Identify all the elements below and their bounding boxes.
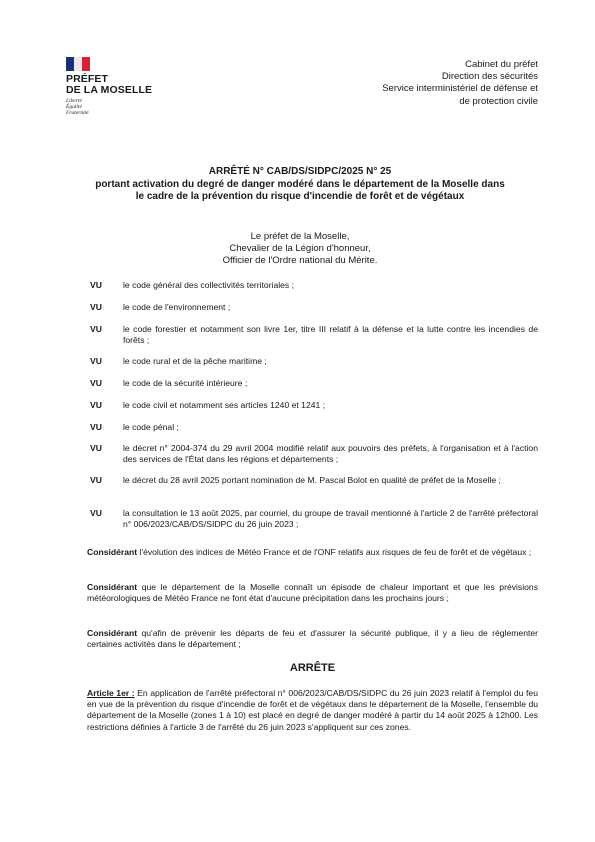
header-line-direction: Direction des sécurités — [441, 71, 538, 83]
considerant-paragraph — [87, 582, 538, 604]
issuing-service-header — [382, 59, 538, 108]
arrete-heading: ARRÊTE — [289, 662, 336, 674]
vu-label: VU — [90, 280, 102, 290]
vu-label: VU — [90, 475, 102, 485]
motto-fraternite: Fraternité — [66, 110, 89, 117]
marianne-flag-icon — [66, 57, 92, 71]
header-line-cabinet: Cabinet du préfet — [465, 59, 538, 70]
decree-number: ARRÊTÉ N° CAB/DS/SIDPC/2025 N° 25 — [208, 166, 392, 177]
vu-label: VU — [90, 508, 102, 518]
vu-clause: le code pénal ; — [123, 422, 179, 432]
vu-clause: le code forestier et notamment son livre 1er, titre III relatif à la défense et la lutte contre les incendies de forêts ; — [123, 324, 538, 346]
vu-label: VU — [90, 443, 102, 453]
logo-line-prefet: PRÉFET — [66, 73, 109, 85]
motto-liberte: Liberté — [66, 98, 82, 104]
article-1 — [87, 688, 538, 733]
prefect-name: Le préfet de la Moselle, — [250, 231, 350, 242]
vu-label: VU — [90, 356, 102, 366]
vu-clause: le code rural et de la pêche maritime ; — [123, 356, 267, 366]
considerant-text: que le département de la Moselle connaît un épisode de chaleur important et que les prévisions météorologiques de Météo France ne font état d'aucune précipitation dans les prochains jours ; — [87, 582, 538, 604]
article-1-label: Article 1er : — [87, 688, 135, 698]
vu-clause: le code de la sécurité intérieure ; — [123, 378, 248, 388]
vu-clause: le code de l'environnement ; — [123, 302, 231, 312]
prefect-block — [90, 231, 510, 266]
vu-clause: le code général des collectivités territoriales ; — [123, 280, 295, 290]
considerant-text: l'évolution des indices de Météo France et de l'ONF relatifs aux risques de feu de forêt et de végétaux ; — [139, 547, 532, 557]
republic-motto — [66, 98, 166, 117]
considerant-paragraph — [87, 547, 538, 558]
decree-subtitle: portant activation du degré de danger modéré dans le département de la Moselle dans le cadre de la prévention du risque d'incendie de forêt et de végétaux — [95, 178, 505, 202]
logo-line-moselle: DE LA MOSELLE — [66, 84, 153, 96]
prefect-title-merite: Officier de l'Ordre national du Mérite. — [222, 254, 378, 266]
considerant-text: qu'afin de prévenir les départs de feu et d'assurer la sécurité publique, il y a lieu de réglementer certaines activités dans le département ; — [87, 628, 538, 650]
vu-clause: le décret n° 2004-374 du 29 avril 2004 modifié relatif aux pouvoirs des préfets, à l'organisation et à l'action des services de l'État dans les régions et départements ; — [123, 443, 538, 465]
article-1-text: En application de l'arrêté préfectoral n° 006/2023/CAB/DS/SIDPC du 26 juin 2023 relatif à l'emploi du feu en vue de la prévention du risque d'incendie de forêt et de végétaux dans le département de la Moselle, l'ensemble du département de la Moselle (zones 1 à 10) est placé en degré de danger modéré à partir du 14 août 2025 à 12h00. Les restrictions définies à l'article 3 de l'arrêté du 26 juin 2023 s'appliquent sur ces zones. — [87, 688, 538, 732]
considerant-label: Considérant — [87, 582, 138, 592]
decree-title — [90, 166, 510, 204]
motto-egalite: Égalité — [66, 104, 82, 111]
header-line-protection: de protection civile — [459, 95, 538, 107]
vu-label: VU — [90, 378, 102, 388]
vu-label: VU — [90, 400, 102, 410]
considerant-label: Considérant — [87, 628, 138, 638]
header-line-service: Service interministériel de défense et — [382, 83, 538, 95]
vu-clause: le décret du 28 avril 2025 portant nomination de M. Pascal Bolot en qualité de préfet de la Moselle ; — [123, 475, 501, 485]
prefecture-logo — [66, 57, 166, 117]
vu-label: VU — [90, 302, 102, 312]
considerant-label: Considérant — [87, 547, 138, 557]
vu-clause: la consultation le 13 août 2025, par courriel, du groupe de travail mentionné à l'article 2 de l'arrêté préfectoral n° 006/2023/CAB/DS/SIDPC du 26 juin 2023 ; — [123, 508, 538, 530]
prefect-title-legion: Chevalier de la Légion d'honneur, — [229, 242, 371, 254]
vu-clause: le code civil et notamment ses articles 1240 et 1241 ; — [123, 400, 326, 410]
vu-label: VU — [90, 422, 102, 432]
considerant-paragraph — [87, 628, 538, 650]
vu-label: VU — [90, 324, 102, 334]
